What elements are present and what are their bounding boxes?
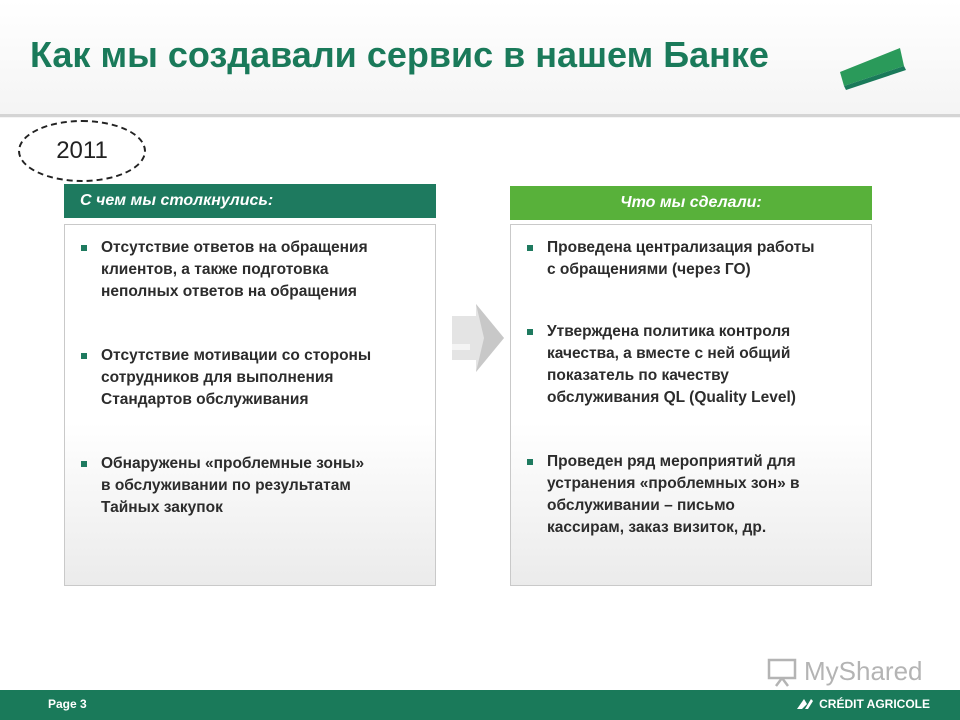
problems-panel-header: С чем мы столкнулись: (64, 184, 436, 218)
slide-title: Как мы создавали сервис в нашем Банке (30, 34, 769, 75)
bullet-square-icon (81, 245, 87, 251)
brand-logo (795, 697, 930, 711)
credit-agricole-logo-icon (795, 697, 815, 711)
bullet-square-icon (527, 459, 533, 465)
page-number: Page 3 (48, 697, 87, 711)
list-item-text: Проведен ряд мероприятий для устранения «проблемных зон» в обслуживании – письмо кассирам, заказ визиток, др. (547, 453, 800, 536)
brand-name: CRÉDIT AGRICOLE (819, 697, 930, 711)
list-item (525, 321, 796, 409)
list-item-text: Обнаружены «проблемные зоны» в обслуживании по результатам Тайных закупок (101, 455, 365, 516)
list-item-text: Отсутствие мотивации со стороны сотрудников для выполнения Стандартов обслуживания (101, 347, 372, 408)
list-item (79, 237, 368, 303)
slide-header (0, 0, 960, 118)
list-item (79, 345, 371, 411)
slide-footer (0, 690, 960, 720)
actions-panel (510, 224, 872, 586)
list-item (525, 237, 814, 281)
arrow-right-icon (448, 300, 508, 376)
list-item (525, 451, 800, 539)
list-item-text: Утверждена политика контроля качества, а вместе с ней общий показатель по качеству обслуживания QL (Quality Level) (547, 323, 796, 406)
watermark (766, 656, 923, 687)
bullet-square-icon (81, 353, 87, 359)
bullet-square-icon (527, 329, 533, 335)
list-item-text: Проведена централизация работы с обращениями (через ГО) (547, 239, 815, 278)
watermark-text: MyShared (804, 656, 923, 686)
list-item-text: Отсутствие ответов на обращения клиентов, а также подготовка неполных ответов на обращения (101, 239, 368, 300)
bullet-square-icon (81, 461, 87, 467)
problems-panel (64, 224, 436, 586)
year-badge: 2011 (18, 120, 146, 182)
presentation-icon (766, 657, 800, 687)
brand-stripe-icon (834, 40, 954, 100)
bullet-square-icon (527, 245, 533, 251)
actions-panel-header: Что мы сделали: (510, 186, 872, 220)
header-divider (0, 112, 960, 118)
list-item (79, 453, 364, 519)
